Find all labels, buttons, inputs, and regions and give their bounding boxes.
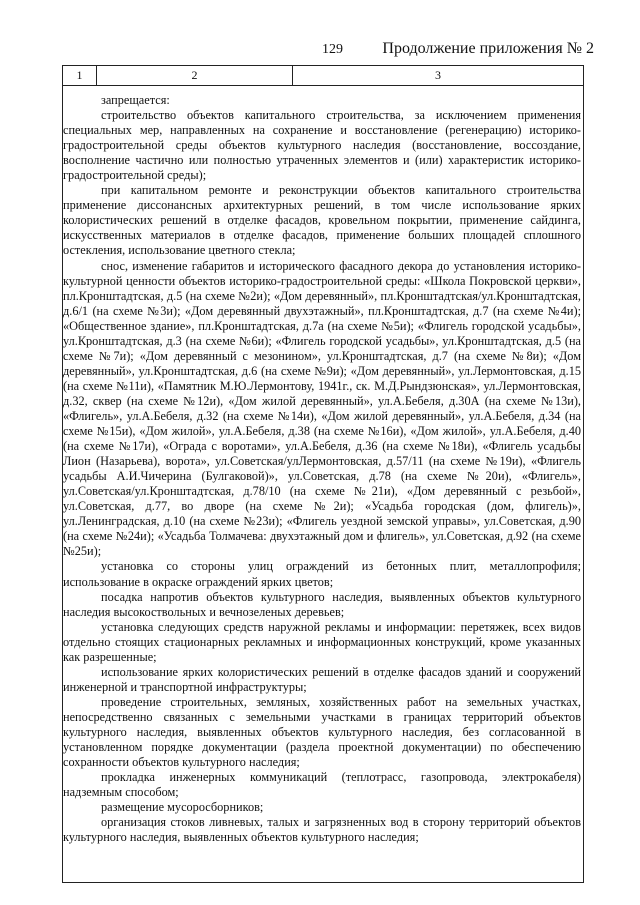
column-header-2: 2 bbox=[97, 66, 293, 85]
column-header-1: 1 bbox=[63, 66, 97, 85]
paragraph-colors: использование ярких колористических решений в отделке фасадов зданий и сооружений инженерной и транспортной инфраструктуры; bbox=[63, 664, 581, 694]
paragraph-advertising: установка следующих средств наружной рекламы и информации: перетяжек, всех видов отдельно стоящих стационарных рекламных и информационных конструкций, кроме указанных как разрешенные; bbox=[63, 619, 581, 664]
paragraph-construction: строительство объектов капитального строительства, за исключением применения специальных мер, направленных на сохранение и восстановление (регенерацию) историко-градостроительной среды объектов культурного наследия (восстановление, воссоздание, восполнение частично или полностью утраченных элементов и (или) характеристик историко-градостроительной среды); bbox=[63, 108, 581, 183]
paragraph-repair: при капитальном ремонте и реконструкции объектов капитального строительства применение диссонансных архитектурных решений, в том числе использование ярких колористических решений в отделке фасадов, кровельном покрытии, применение сайдинга, искусственных материалов в отделке фасадов, применение больших площадей сплошного остекления, использование цветного стекла; bbox=[63, 183, 581, 258]
paragraph-trees: посадка напротив объектов культурного наследия, выявленных объектов культурного наследия высокоствольных и вечнозеленых деревьев; bbox=[63, 589, 581, 619]
page-number: 129 bbox=[322, 42, 343, 57]
paragraph-earthworks: проведение строительных, земляных, хозяйственных работ на земельных участках, непосредственно связанных с земельными участками в границах территорий объектов культурного наследия, выявленных объектов культурного наследия, без согласованной в установленном порядке документации (раздела проектной документации) по обеспечению сохранности объектов культурного наследия; bbox=[63, 694, 581, 770]
column-header-3: 3 bbox=[435, 68, 441, 82]
paragraph-fences: установка со стороны улиц ограждений из бетонных плит, металлопрофиля; использование в окраске ограждений ярких цветов; bbox=[63, 559, 581, 589]
paragraph-intro: запрещается: bbox=[101, 93, 170, 107]
page-header bbox=[0, 40, 640, 62]
paragraph-drainage: организация стоков ливневых, талых и загрязненных вод в сторону территорий объектов культурного наследия, выявленных объектов культурного наследия; bbox=[63, 815, 581, 845]
paragraph-garbage: размещение мусоросборников; bbox=[101, 800, 264, 815]
column-header-row bbox=[63, 66, 583, 86]
restrictions-text bbox=[63, 93, 581, 845]
appendix-title: Продолжение приложения № 2 bbox=[382, 40, 594, 57]
document-table bbox=[62, 65, 584, 883]
paragraph-utilities: прокладка инженерных коммуникаций (теплотрасс, газопровода, электрокабеля) надземным способом; bbox=[63, 770, 581, 800]
paragraph-demolition: снос, изменение габаритов и исторического фасадного декора до установления историко-культурной ценности объектов историко-градостроительной среды: «Школа Покровской церкви», пл.Кронштадтская, д.5 (на схеме №2и); «Дом деревянный», пл.Кронштадтская/ул.Кронштадтская, д.6/1 (на схеме №3и); «Дом деревянный двухэтажный», пл.Кронштадтская, д.7 (на схеме №4и); «Общественное здание», пл.Кронштадтская, д.7а (на схеме №5и); «Флигель городской усадьбы», ул.Кронштадтская, д.3 (на схеме №6и); «Флигель городской усадьбы», ул.Кронштадтская, д.5 (на схеме №7и); «Дом деревянный с мезонином», ул.Кронштадтская, д.7 (на схеме №8и); «Дом деревянный», ул.Кронштадтская, д.6 (на схеме №9и); «Дом деревянный», ул.Лермонтовская, д.15 (на схеме №11и), «Памятник М.Ю.Лермонтову, 1941г., ск. М.Д.Рындзюнская», ул.Лермонтовская, д.32, сквер (на схеме №12и), «Дом жилой деревянный», ул.А.Бебеля, д.30А (на схеме №13и), «Флигель», ул.А.Бебеля, д.32 (на схеме №14и), «Дом жилой деревянный», ул.А.Бебеля, д.34 (на схеме №15и), «Дом жилой», ул.А.Бебеля, д.38 (на схеме №16и), «Дом жилой», ул.А.Бебеля, д.40 (на схеме №17и), «Ограда с воротами», ул.А.Бебеля, д.36 (на схеме №18и), «Флигель усадьбы Лион (Назарьева), ворота», ул.Советская/улЛермонтовская, д.57/11 (на схеме №19и), «Флигель усадьбы А.И.Чичерина (Булгаковой)», ул.Советская, д.78 (на схеме №20и), «Флигель», ул.Советская/ул.Кронштадтская, д.78/10 (на схеме №21и), «Дом деревянный с резьбой», ул.Советская, д.77, во дворе (на схеме №2и); «Усадьба городская (дом, флигель)», ул.Ленинградская, д.10 (на схеме №23и); «Флигель уездной земской управы», ул.Советская, д.90 (на схеме №24и); «Усадьба Толмачева: двухэтажный дом и флигель», ул.Советская, д.92 (на схеме №25и); bbox=[63, 258, 581, 559]
